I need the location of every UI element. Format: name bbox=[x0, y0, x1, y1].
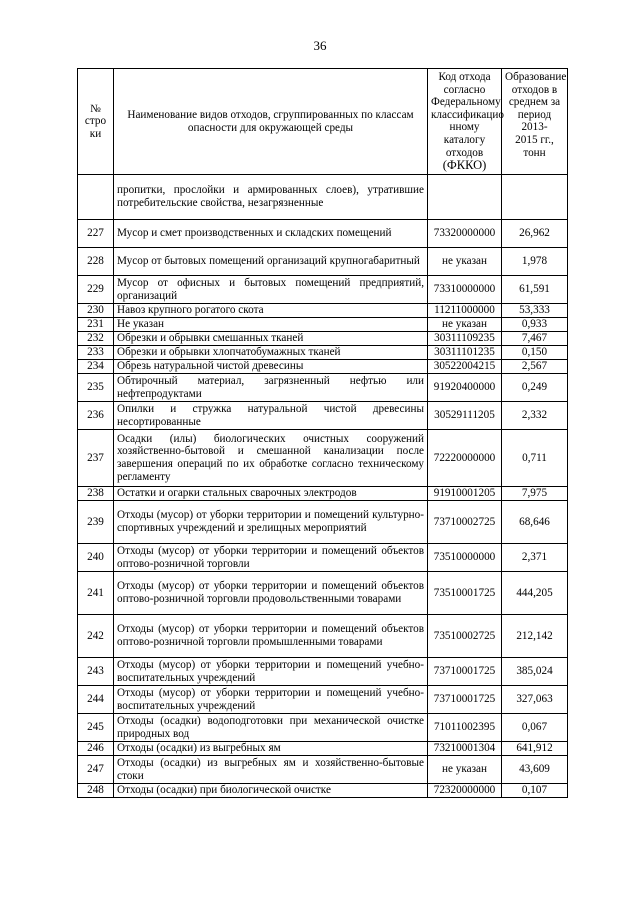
row-number-cell: 229 bbox=[78, 276, 114, 304]
fkko-code-cell: 73710001725 bbox=[428, 686, 502, 714]
waste-amount-cell: 7,975 bbox=[502, 487, 568, 501]
waste-name-cell: Отходы (мусор) от уборки территории и помещений объектов оптово-розничной торговли продовольственными товарами bbox=[114, 572, 428, 615]
table-row bbox=[78, 615, 568, 658]
row-number-cell: 240 bbox=[78, 544, 114, 572]
waste-amount-cell: 53,333 bbox=[502, 304, 568, 318]
waste-amount-cell: 7,467 bbox=[502, 332, 568, 346]
fkko-code-cell: 71011002395 bbox=[428, 714, 502, 742]
fkko-code-cell bbox=[428, 175, 502, 220]
waste-name-cell: Отходы (мусор) от уборки территории и помещений культурно-спортивных учреждений и зрелищных мероприятий bbox=[114, 501, 428, 544]
fkko-code-cell: 30529111205 bbox=[428, 402, 502, 430]
waste-name-cell: Обрезь натуральной чистой древесины bbox=[114, 360, 428, 374]
table-row bbox=[78, 360, 568, 374]
fkko-code-cell: 11211000000 bbox=[428, 304, 502, 318]
waste-table bbox=[77, 68, 568, 798]
fkko-code-cell: 72220000000 bbox=[428, 430, 502, 487]
row-number-cell: 242 bbox=[78, 615, 114, 658]
fkko-code-cell: 73210001304 bbox=[428, 742, 502, 756]
fkko-code-cell: 91910001205 bbox=[428, 487, 502, 501]
waste-amount-cell: 0,067 bbox=[502, 714, 568, 742]
fkko-code-cell: 73320000000 bbox=[428, 220, 502, 248]
row-number-cell: 243 bbox=[78, 658, 114, 686]
table-row bbox=[78, 332, 568, 346]
fkko-code-cell: 73510001725 bbox=[428, 572, 502, 615]
row-number-cell: 231 bbox=[78, 318, 114, 332]
waste-name-cell: Обтирочный материал, загрязненный нефтью или нефтепродуктами bbox=[114, 374, 428, 402]
row-number-cell: 248 bbox=[78, 784, 114, 798]
row-number-cell bbox=[78, 175, 114, 220]
waste-name-cell: Отходы (мусор) от уборки территории и помещений учебно-воспитательных учреждений bbox=[114, 686, 428, 714]
fkko-code-cell: не указан bbox=[428, 318, 502, 332]
waste-name-cell: Мусор от бытовых помещений организаций крупногабаритный bbox=[114, 248, 428, 276]
row-number-cell: 232 bbox=[78, 332, 114, 346]
table-row bbox=[78, 276, 568, 304]
waste-amount-cell: 0,249 bbox=[502, 374, 568, 402]
fkko-code-cell: 91920400000 bbox=[428, 374, 502, 402]
waste-name-cell: Отходы (осадки) водоподготовки при механической очистке природных вод bbox=[114, 714, 428, 742]
row-number-cell: 246 bbox=[78, 742, 114, 756]
fkko-code-cell: 30311109235 bbox=[428, 332, 502, 346]
row-number-cell: 247 bbox=[78, 756, 114, 784]
fkko-code-cell: 30522004215 bbox=[428, 360, 502, 374]
row-number-cell: 238 bbox=[78, 487, 114, 501]
table-row bbox=[78, 304, 568, 318]
table-row bbox=[78, 686, 568, 714]
row-number-cell: 234 bbox=[78, 360, 114, 374]
waste-amount-cell: 43,609 bbox=[502, 756, 568, 784]
waste-amount-cell: 641,912 bbox=[502, 742, 568, 756]
waste-amount-cell: 1,978 bbox=[502, 248, 568, 276]
waste-amount-cell: 2,567 bbox=[502, 360, 568, 374]
waste-name-cell: Отходы (осадки) при биологической очистке bbox=[114, 784, 428, 798]
waste-name-cell: Осадки (илы) биологических очистных сооружений хозяйственно-бытовой и смешанной канализации после завершения операций по их обработке согласно техническому регламенту bbox=[114, 430, 428, 487]
table-row bbox=[78, 784, 568, 798]
fkko-code-cell: 73310000000 bbox=[428, 276, 502, 304]
row-number-cell: 239 bbox=[78, 501, 114, 544]
row-number-cell: 241 bbox=[78, 572, 114, 615]
waste-amount-cell: 385,024 bbox=[502, 658, 568, 686]
waste-name-cell: Мусор и смет производственных и складских помещений bbox=[114, 220, 428, 248]
waste-name-cell: Отходы (осадки) из выгребных ям и хозяйственно-бытовые стоки bbox=[114, 756, 428, 784]
waste-name-cell: Не указан bbox=[114, 318, 428, 332]
table-row bbox=[78, 318, 568, 332]
waste-name-cell: Мусор от офисных и бытовых помещений предприятий, организаций bbox=[114, 276, 428, 304]
waste-amount-cell: 0,150 bbox=[502, 346, 568, 360]
fkko-code-cell: 73710001725 bbox=[428, 658, 502, 686]
waste-name-cell: Остатки и огарки стальных сварочных электродов bbox=[114, 487, 428, 501]
table-row bbox=[78, 346, 568, 360]
row-number-cell: 245 bbox=[78, 714, 114, 742]
table-row bbox=[78, 175, 568, 220]
table-row bbox=[78, 714, 568, 742]
table-row bbox=[78, 430, 568, 487]
table-row bbox=[78, 374, 568, 402]
row-number-cell: 237 bbox=[78, 430, 114, 487]
table-row bbox=[78, 544, 568, 572]
fkko-code-cell: 73510000000 bbox=[428, 544, 502, 572]
waste-name-cell: Опилки и стружка натуральной чистой древесины несортированные bbox=[114, 402, 428, 430]
waste-amount-cell: 26,962 bbox=[502, 220, 568, 248]
row-number-cell: 228 bbox=[78, 248, 114, 276]
waste-amount-cell: 212,142 bbox=[502, 615, 568, 658]
waste-name-cell: Навоз крупного рогатого скота bbox=[114, 304, 428, 318]
header-waste-amount: Образование отходов в среднем за период 2013- 2015 гг., тонн bbox=[502, 69, 568, 175]
waste-amount-cell: 68,646 bbox=[502, 501, 568, 544]
table-row bbox=[78, 756, 568, 784]
row-number-cell: 233 bbox=[78, 346, 114, 360]
table-row bbox=[78, 501, 568, 544]
row-number-cell: 235 bbox=[78, 374, 114, 402]
waste-name-cell: Отходы (мусор) от уборки территории и помещений учебно-воспитательных учреждений bbox=[114, 658, 428, 686]
page-number: 36 bbox=[313, 38, 327, 53]
header-waste-name: Наименование видов отходов, сгруппированных по классам опасности для окружающей среды bbox=[114, 69, 428, 175]
waste-amount-cell: 444,205 bbox=[502, 572, 568, 615]
fkko-code-cell: 30311101235 bbox=[428, 346, 502, 360]
waste-name-cell: Отходы (мусор) от уборки территории и помещений объектов оптово-розничной торговли bbox=[114, 544, 428, 572]
fkko-code-cell: 73710002725 bbox=[428, 501, 502, 544]
table-row bbox=[78, 220, 568, 248]
header-fkko-code: Код отхода согласно Федеральному классификацио нному каталогу отходов (ФККО) bbox=[428, 69, 502, 175]
waste-amount-cell: 0,107 bbox=[502, 784, 568, 798]
waste-amount-cell: 61,591 bbox=[502, 276, 568, 304]
waste-name-cell: пропитки, прослойки и армированных слоев), утратившие потребительские свойства, незагрязненные bbox=[114, 175, 428, 220]
fkko-code-cell: не указан bbox=[428, 756, 502, 784]
fkko-code-cell: не указан bbox=[428, 248, 502, 276]
row-number-cell: 244 bbox=[78, 686, 114, 714]
row-number-cell: 236 bbox=[78, 402, 114, 430]
waste-name-cell: Отходы (мусор) от уборки территории и помещений объектов оптово-розничной торговли промышленными товарами bbox=[114, 615, 428, 658]
waste-amount-cell: 2,332 bbox=[502, 402, 568, 430]
table-row bbox=[78, 658, 568, 686]
waste-amount-cell: 2,371 bbox=[502, 544, 568, 572]
header-row-number: № стро ки bbox=[78, 69, 114, 175]
row-number-cell: 227 bbox=[78, 220, 114, 248]
table-row bbox=[78, 402, 568, 430]
waste-name-cell: Отходы (осадки) из выгребных ям bbox=[114, 742, 428, 756]
waste-name-cell: Обрезки и обрывки хлопчатобумажных тканей bbox=[114, 346, 428, 360]
table-row bbox=[78, 742, 568, 756]
table-header-row bbox=[78, 69, 568, 175]
table-row bbox=[78, 248, 568, 276]
table-row bbox=[78, 572, 568, 615]
fkko-code-cell: 72320000000 bbox=[428, 784, 502, 798]
waste-amount-cell bbox=[502, 175, 568, 220]
waste-amount-cell: 0,711 bbox=[502, 430, 568, 487]
waste-name-cell: Обрезки и обрывки смешанных тканей bbox=[114, 332, 428, 346]
table-row bbox=[78, 487, 568, 501]
waste-amount-cell: 0,933 bbox=[502, 318, 568, 332]
row-number-cell: 230 bbox=[78, 304, 114, 318]
fkko-code-cell: 73510002725 bbox=[428, 615, 502, 658]
waste-amount-cell: 327,063 bbox=[502, 686, 568, 714]
